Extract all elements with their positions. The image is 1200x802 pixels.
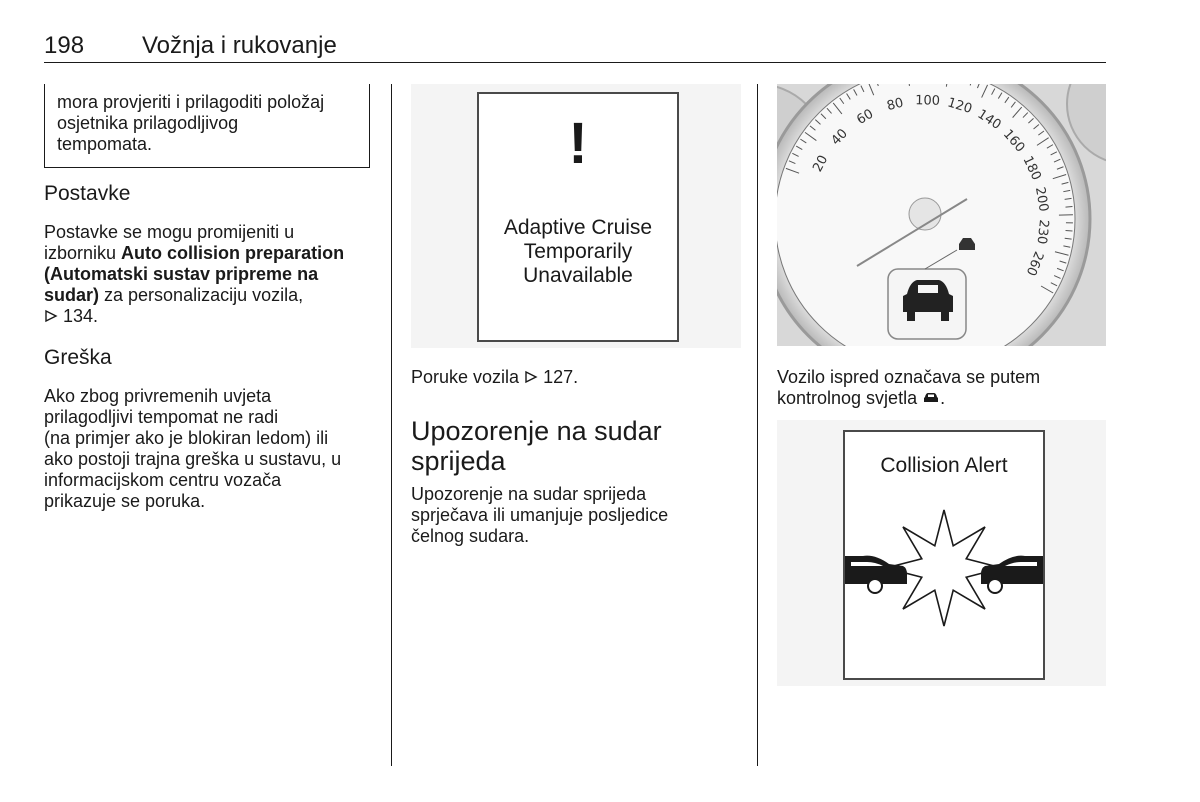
reference-arrow-icon: [44, 309, 58, 323]
section-line: Upozorenje na sudar sprijeda: [411, 484, 647, 504]
page-reference: 134.: [63, 306, 99, 326]
settings-text: izborniku: [44, 243, 122, 263]
acc-message-display: [477, 92, 679, 342]
settings-heading: Postavke: [44, 182, 131, 205]
menu-name: Auto collision preparation: [121, 243, 345, 263]
vehicle-ahead-icon: [922, 391, 940, 405]
error-line: (na primjer ako je blokiran ledom) ili: [44, 428, 329, 448]
speedo-label: 80: [885, 95, 906, 115]
caption-line: kontrolnog svjetla: [777, 388, 918, 408]
error-heading: Greška: [44, 346, 112, 369]
speedometer-figure: [777, 84, 1106, 346]
column-divider-2: [757, 84, 758, 766]
note-line: tempomata.: [57, 134, 153, 154]
speedo-tick: [1065, 207, 1072, 208]
display-line: Temporarily: [523, 240, 633, 263]
note-box: [44, 84, 370, 168]
error-line: informacijskom centru vozača: [44, 470, 282, 490]
speedo-tick: [1066, 230, 1073, 231]
indicator-caption: [777, 367, 1107, 409]
right-car-icon: [981, 556, 1043, 593]
alert-title: Collision Alert: [880, 454, 1008, 477]
settings-text: Postavke se mogu promijeniti u: [44, 222, 295, 242]
caption-text: Poruke vozila: [411, 367, 520, 387]
section-line: čelnog sudara.: [411, 526, 530, 546]
speedo-label: 60: [854, 106, 877, 128]
error-line: ako postoji trajna greška u sustavu, u: [44, 449, 342, 469]
chapter-title: Vožnja i rukovanje: [142, 32, 337, 59]
speedo-label: 40: [828, 126, 851, 149]
error-line: prikazuje se poruka.: [44, 491, 206, 511]
section-heading-line: Upozorenje na sudar: [411, 416, 662, 446]
speedo-label: 180: [1019, 153, 1044, 183]
column-divider-1: [391, 84, 392, 766]
speedo-label: 140: [974, 106, 1004, 133]
note-line: osjetnika prilagodljivog: [57, 113, 239, 133]
left-car-icon: [845, 556, 907, 593]
error-line: Ako zbog privremenih uvjeta: [44, 386, 272, 406]
acc-display-figure: [411, 84, 741, 348]
menu-name: sudar): [44, 285, 100, 305]
section-paragraph: [411, 484, 741, 547]
section-heading: [411, 416, 662, 476]
caption-line: Vozilo ispred označava se putem: [777, 367, 1041, 387]
note-line: mora provjeriti i prilagoditi položaj: [57, 92, 325, 112]
page-reference: 127.: [543, 367, 579, 387]
speedometer-illustration: [777, 84, 1106, 346]
page-number: 198: [44, 32, 85, 59]
speedo-label: 100: [914, 93, 941, 109]
collision-illustration: [845, 502, 1043, 672]
vehicle-ahead-icon: [888, 269, 966, 339]
header-rule: [44, 62, 1106, 63]
warning-symbol: !: [568, 111, 588, 176]
error-paragraph: [44, 386, 384, 512]
collision-alert-display: [843, 430, 1045, 680]
speedo-label: 230: [1033, 218, 1052, 246]
reference-arrow-icon: [524, 370, 538, 384]
collision-alert-figure: [777, 420, 1106, 686]
speedo-label: 200: [1031, 185, 1051, 213]
section-heading-line: sprijeda: [411, 446, 506, 476]
speedo-label: 160: [999, 126, 1028, 156]
section-line: sprječava ili umanjuje posljedice: [411, 505, 669, 525]
caption-period: .: [940, 388, 946, 408]
display-line: Adaptive Cruise: [503, 216, 653, 239]
error-line: prilagodljivi tempomat ne radi: [44, 407, 279, 427]
speedo-label: 20: [810, 152, 832, 175]
menu-name: (Automatski sustav pripreme na: [44, 264, 319, 284]
settings-paragraph: [44, 222, 384, 327]
speedo-label: 260: [1022, 249, 1046, 278]
display-line: Unavailable: [523, 264, 633, 287]
settings-text: za personalizaciju vozila,: [99, 285, 304, 305]
speedo-label: 120: [945, 95, 974, 118]
figure-caption: [411, 367, 578, 388]
